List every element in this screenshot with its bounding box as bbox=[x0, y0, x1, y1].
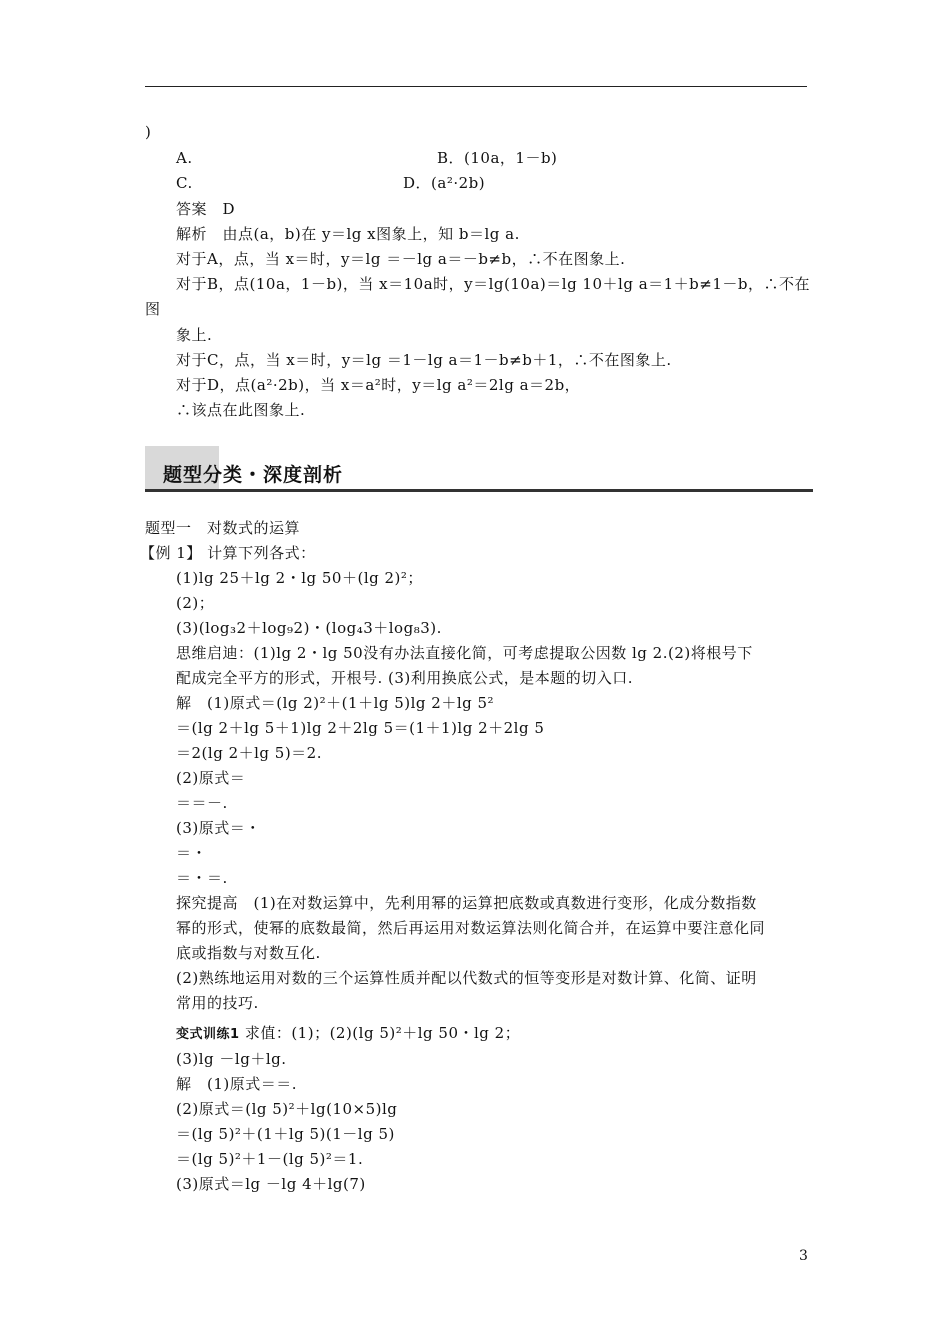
text-line: (1)lg 25＋lg 2・lg 50＋(lg 2)²； bbox=[176, 569, 423, 587]
exercise-tag: 变式训练1 bbox=[176, 1027, 240, 1042]
text-line: (3)原式＝・ bbox=[176, 819, 261, 837]
text-line: 解 (1)原式＝＝. bbox=[176, 1075, 298, 1093]
text-line: ∴该点在此图象上. bbox=[176, 401, 306, 419]
text-line: 对于C，点，当 x＝时，y＝lg ＝1－lg a＝1－b≠b＋1，∴不在图象上. bbox=[176, 351, 672, 369]
text-line: 探究提高 (1)在对数运算中，先利用幂的运算把底数或真数进行变形，化成分数指数 bbox=[176, 894, 757, 912]
text-line: ＝(lg 5)²＋1－(lg 5)²＝1. bbox=[176, 1150, 364, 1168]
text-line: 题型一 对数式的运算 bbox=[145, 519, 301, 537]
text-line: ) bbox=[145, 123, 152, 141]
text-line: 对于D，点(a²·2b)，当 x＝a²时，y＝lg a²＝2lg a＝2b， bbox=[176, 376, 581, 394]
text-line: 幂的形式，使幂的底数最简，然后再运用对数运算法则化简合并，在运算中要注意化同 bbox=[176, 919, 766, 937]
section-rule bbox=[145, 489, 813, 492]
answer-line: 答案 D bbox=[176, 200, 236, 218]
page-number: 3 bbox=[799, 1248, 808, 1264]
text-line: 配成完全平方的形式，开根号. (3)利用换底公式，是本题的切入口. bbox=[176, 669, 634, 687]
text-line: ＝(lg 2＋lg 5＋1)lg 2＋2lg 5＝(1＋1)lg 2＋2lg 5 bbox=[176, 719, 545, 737]
header-rule bbox=[145, 86, 807, 87]
text-line: 解 (1)原式＝(lg 2)²＋(1＋lg 5)lg 2＋lg 5² bbox=[176, 694, 495, 712]
example-heading: 【例 1】 计算下列各式： bbox=[140, 544, 316, 562]
text-line: 对于B，点(10a，1－b)，当 x＝10a时，y＝lg(10a)＝lg 10＋lg a＝1＋b≠1－b，∴不在 bbox=[176, 275, 810, 293]
text-line: ＝2(lg 2＋lg 5)＝2. bbox=[176, 744, 322, 762]
text-line: ＝＝－. bbox=[176, 794, 228, 812]
option-b: B．(10a，1－b) bbox=[437, 149, 558, 167]
text-line: (3)(log₃2＋log₉2)・(log₄3＋log₈3). bbox=[176, 619, 442, 637]
option-c: C. bbox=[176, 174, 193, 192]
text-line: ＝・ bbox=[176, 844, 208, 862]
text-line: ＝・＝. bbox=[176, 869, 228, 887]
text-line: 象上. bbox=[176, 326, 213, 344]
option-d: D．(a²·2b) bbox=[403, 174, 486, 192]
section-title: 题型分类・深度剖析 bbox=[163, 464, 344, 486]
text-line: (2)； bbox=[176, 594, 215, 612]
text-line: 常用的技巧. bbox=[176, 994, 259, 1012]
text-line: 对于A，点，当 x＝时，y＝lg ＝－lg a＝－b≠b，∴不在图象上. bbox=[176, 250, 626, 268]
text-line: (2)原式＝ bbox=[176, 769, 246, 787]
exercise-line bbox=[176, 1023, 520, 1045]
text-line: ＝(lg 5)²＋(1＋lg 5)(1－lg 5) bbox=[176, 1125, 395, 1143]
option-a: A. bbox=[176, 149, 193, 167]
exercise-text: 求值：(1)；(2)(lg 5)²＋lg 50・lg 2； bbox=[239, 1024, 521, 1042]
text-line: 解析 由点(a，b)在 y＝lg x图象上，知 b＝lg a. bbox=[176, 225, 520, 243]
text-line: 底或指数与对数互化. bbox=[176, 944, 321, 962]
text-line: (3)原式＝lg －lg 4＋lg(7) bbox=[176, 1175, 366, 1193]
text-line: (3)lg －lg＋lg. bbox=[176, 1050, 287, 1068]
text-line: (2)原式＝(lg 5)²＋lg(10×5)lg bbox=[176, 1100, 398, 1118]
text-line: (2)熟练地运用对数的三个运算性质并配以代数式的恒等变形是对数计算、化简、证明 bbox=[176, 969, 757, 987]
text-line: 图 bbox=[145, 300, 161, 318]
text-line: 思维启迪：(1)lg 2・lg 50没有办法直接化简，可考虑提取公因数 lg 2.(2)将根号下 bbox=[176, 644, 753, 662]
